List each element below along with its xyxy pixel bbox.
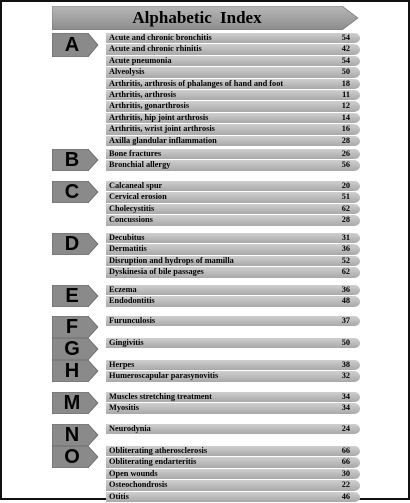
entry-page-number: 50 [341,67,350,77]
index-entry [106,338,360,349]
entry-page-number: 66 [341,446,350,455]
entry-name: Herpes [109,360,135,369]
entry-name: Neurodynia [109,424,151,433]
letter-tab [52,392,100,414]
entry-page-number: 16 [341,124,350,134]
letter-tab [52,316,100,338]
page-title: Alphabetic Index [132,8,262,27]
entry-name: Arthritis, wrist joint arthrosis [109,124,215,134]
index-entry [106,360,360,371]
index-entry [106,44,360,55]
entry-page-number: 37 [341,316,350,325]
entry-page-number: 31 [341,233,350,242]
entry-name: Acute pneumonia [109,55,172,65]
entry-page-number: 46 [341,491,350,501]
index-entry [106,90,360,101]
entry-name: Cervical erosion [109,192,167,202]
letter-tab [52,360,100,382]
entry-page-number: 22 [341,480,350,490]
section-letter: H [64,360,80,382]
entry-name: Myositis [109,403,139,413]
entry-name: Endodontitis [109,296,155,306]
section-letter: M [63,392,81,414]
section-letter: O [64,446,80,468]
entry-page-number: 54 [341,55,350,65]
section-entries [106,360,360,383]
index-title-banner [52,6,360,30]
entry-name: Acute and chronic rhinitis [109,44,202,54]
entry-name: Furunculosis [109,316,156,325]
index-entry [106,424,360,435]
entry-page-number: 32 [341,371,350,381]
index-entry [106,371,360,382]
letter-tab [52,424,100,446]
entry-name: Arthritis, arthrosis [109,89,177,99]
index-entry [106,296,360,307]
index-entry [106,215,360,226]
section-entries [106,181,360,227]
entry-name: Open wounds [109,468,158,478]
index-entry [106,33,360,44]
entry-name: Obliterating endarteritis [109,457,197,467]
index-entry [106,79,360,90]
entry-page-number: 20 [341,181,350,190]
section-entries [106,149,360,172]
index-entry [106,244,360,255]
section-entries [106,233,360,279]
index-entry [106,446,360,457]
entry-page-number: 12 [341,101,350,111]
entry-page-number: 54 [341,33,350,42]
entry-page-number: 34 [341,403,350,413]
entry-page-number: 56 [341,160,350,170]
letter-tab [52,233,100,255]
entry-name: Disruption and hydrops of mamilla [109,255,234,265]
entry-page-number: 28 [341,215,350,225]
section-letter: B [64,149,80,171]
entry-name: Humeroscapular parasynovitis [109,371,219,381]
entry-page-number: 36 [341,285,350,294]
entry-page-number: 24 [341,424,350,433]
entry-page-number: 62 [341,267,350,277]
entry-name: Decubitus [109,233,145,242]
index-entry [106,56,360,67]
entry-name: Osteochondrosis [109,480,168,490]
entry-name: Axilla glandular inflammation [109,135,217,145]
section-letter: E [65,285,79,307]
entry-name: Dermatitis [109,244,147,254]
index-entry [106,160,360,171]
entry-page-number: 50 [341,338,350,347]
entry-name: Bronchial allergy [109,160,171,170]
index-entry [106,181,360,192]
entry-name: Cholecystitis [109,203,155,213]
index-entry [106,136,360,147]
index-entry [106,480,360,491]
letter-tab [52,446,100,468]
section-letter: G [64,338,80,360]
entry-name: Concussions [109,215,153,225]
index-entry [106,316,360,327]
index-entry [106,392,360,403]
index-entry [106,457,360,468]
entry-name: Eczema [109,285,137,294]
entry-name: Muscles stretching treatment [109,392,212,401]
section-letter: A [64,34,80,56]
section-entries [106,316,360,327]
entry-page-number: 42 [341,44,350,54]
entry-page-number: 48 [341,296,350,306]
section-entries [106,446,360,503]
entry-name: Bone fractures [109,149,162,158]
index-entry [106,256,360,267]
index-entry [106,233,360,244]
entry-page-number: 38 [341,360,350,369]
entry-name: Acute and chronic bronchitis [109,33,212,42]
entry-page-number: 11 [342,89,350,99]
entry-name: Arthritis, hip joint arthrosis [109,112,209,122]
entry-page-number: 36 [341,244,350,254]
letter-tab [52,285,100,307]
index-entry [106,469,360,480]
entry-name: Dyskinesia of bile passages [109,267,204,277]
section-entries [106,285,360,308]
index-entry [106,101,360,112]
entry-name: Calcaneal spur [109,181,163,190]
section-entries [106,392,360,415]
entry-page-number: 18 [341,78,350,88]
index-entry [106,124,360,135]
entry-page-number: 14 [341,112,350,122]
index-entry [106,204,360,215]
section-entries [106,33,360,147]
entry-page-number: 30 [341,468,350,478]
entry-page-number: 26 [341,149,350,158]
index-entry [106,113,360,124]
entry-name: Arthritis, arthrosis of phalanges of hand and foot [109,78,284,88]
entry-name: Gingivitis [109,338,144,347]
index-entry [106,67,360,78]
entry-name: Obliterating atherosclerosis [109,446,208,455]
section-letter: C [64,181,80,203]
entry-page-number: 66 [341,457,350,467]
entry-name: Alveolysis [109,67,145,77]
index-entry [106,267,360,278]
index-entry [106,192,360,203]
index-entry [106,149,360,160]
entry-name: Otitis [109,491,129,501]
section-letter: N [64,424,80,446]
letter-tab [52,33,100,57]
entry-page-number: 52 [341,255,350,265]
entry-page-number: 62 [341,203,350,213]
entry-page-number: 51 [341,192,350,202]
section-letter: D [64,233,80,255]
section-entries [106,338,360,349]
letter-tab [52,338,100,360]
entry-page-number: 28 [341,135,350,145]
index-entry [106,285,360,296]
index-entry [106,492,360,503]
letter-tab [52,149,100,171]
index-entry [106,403,360,414]
letter-tab [52,181,100,203]
entry-page-number: 34 [341,392,350,401]
section-letter: F [65,316,79,338]
section-entries [106,424,360,435]
entry-name: Arthritis, gonarthrosis [109,101,190,111]
